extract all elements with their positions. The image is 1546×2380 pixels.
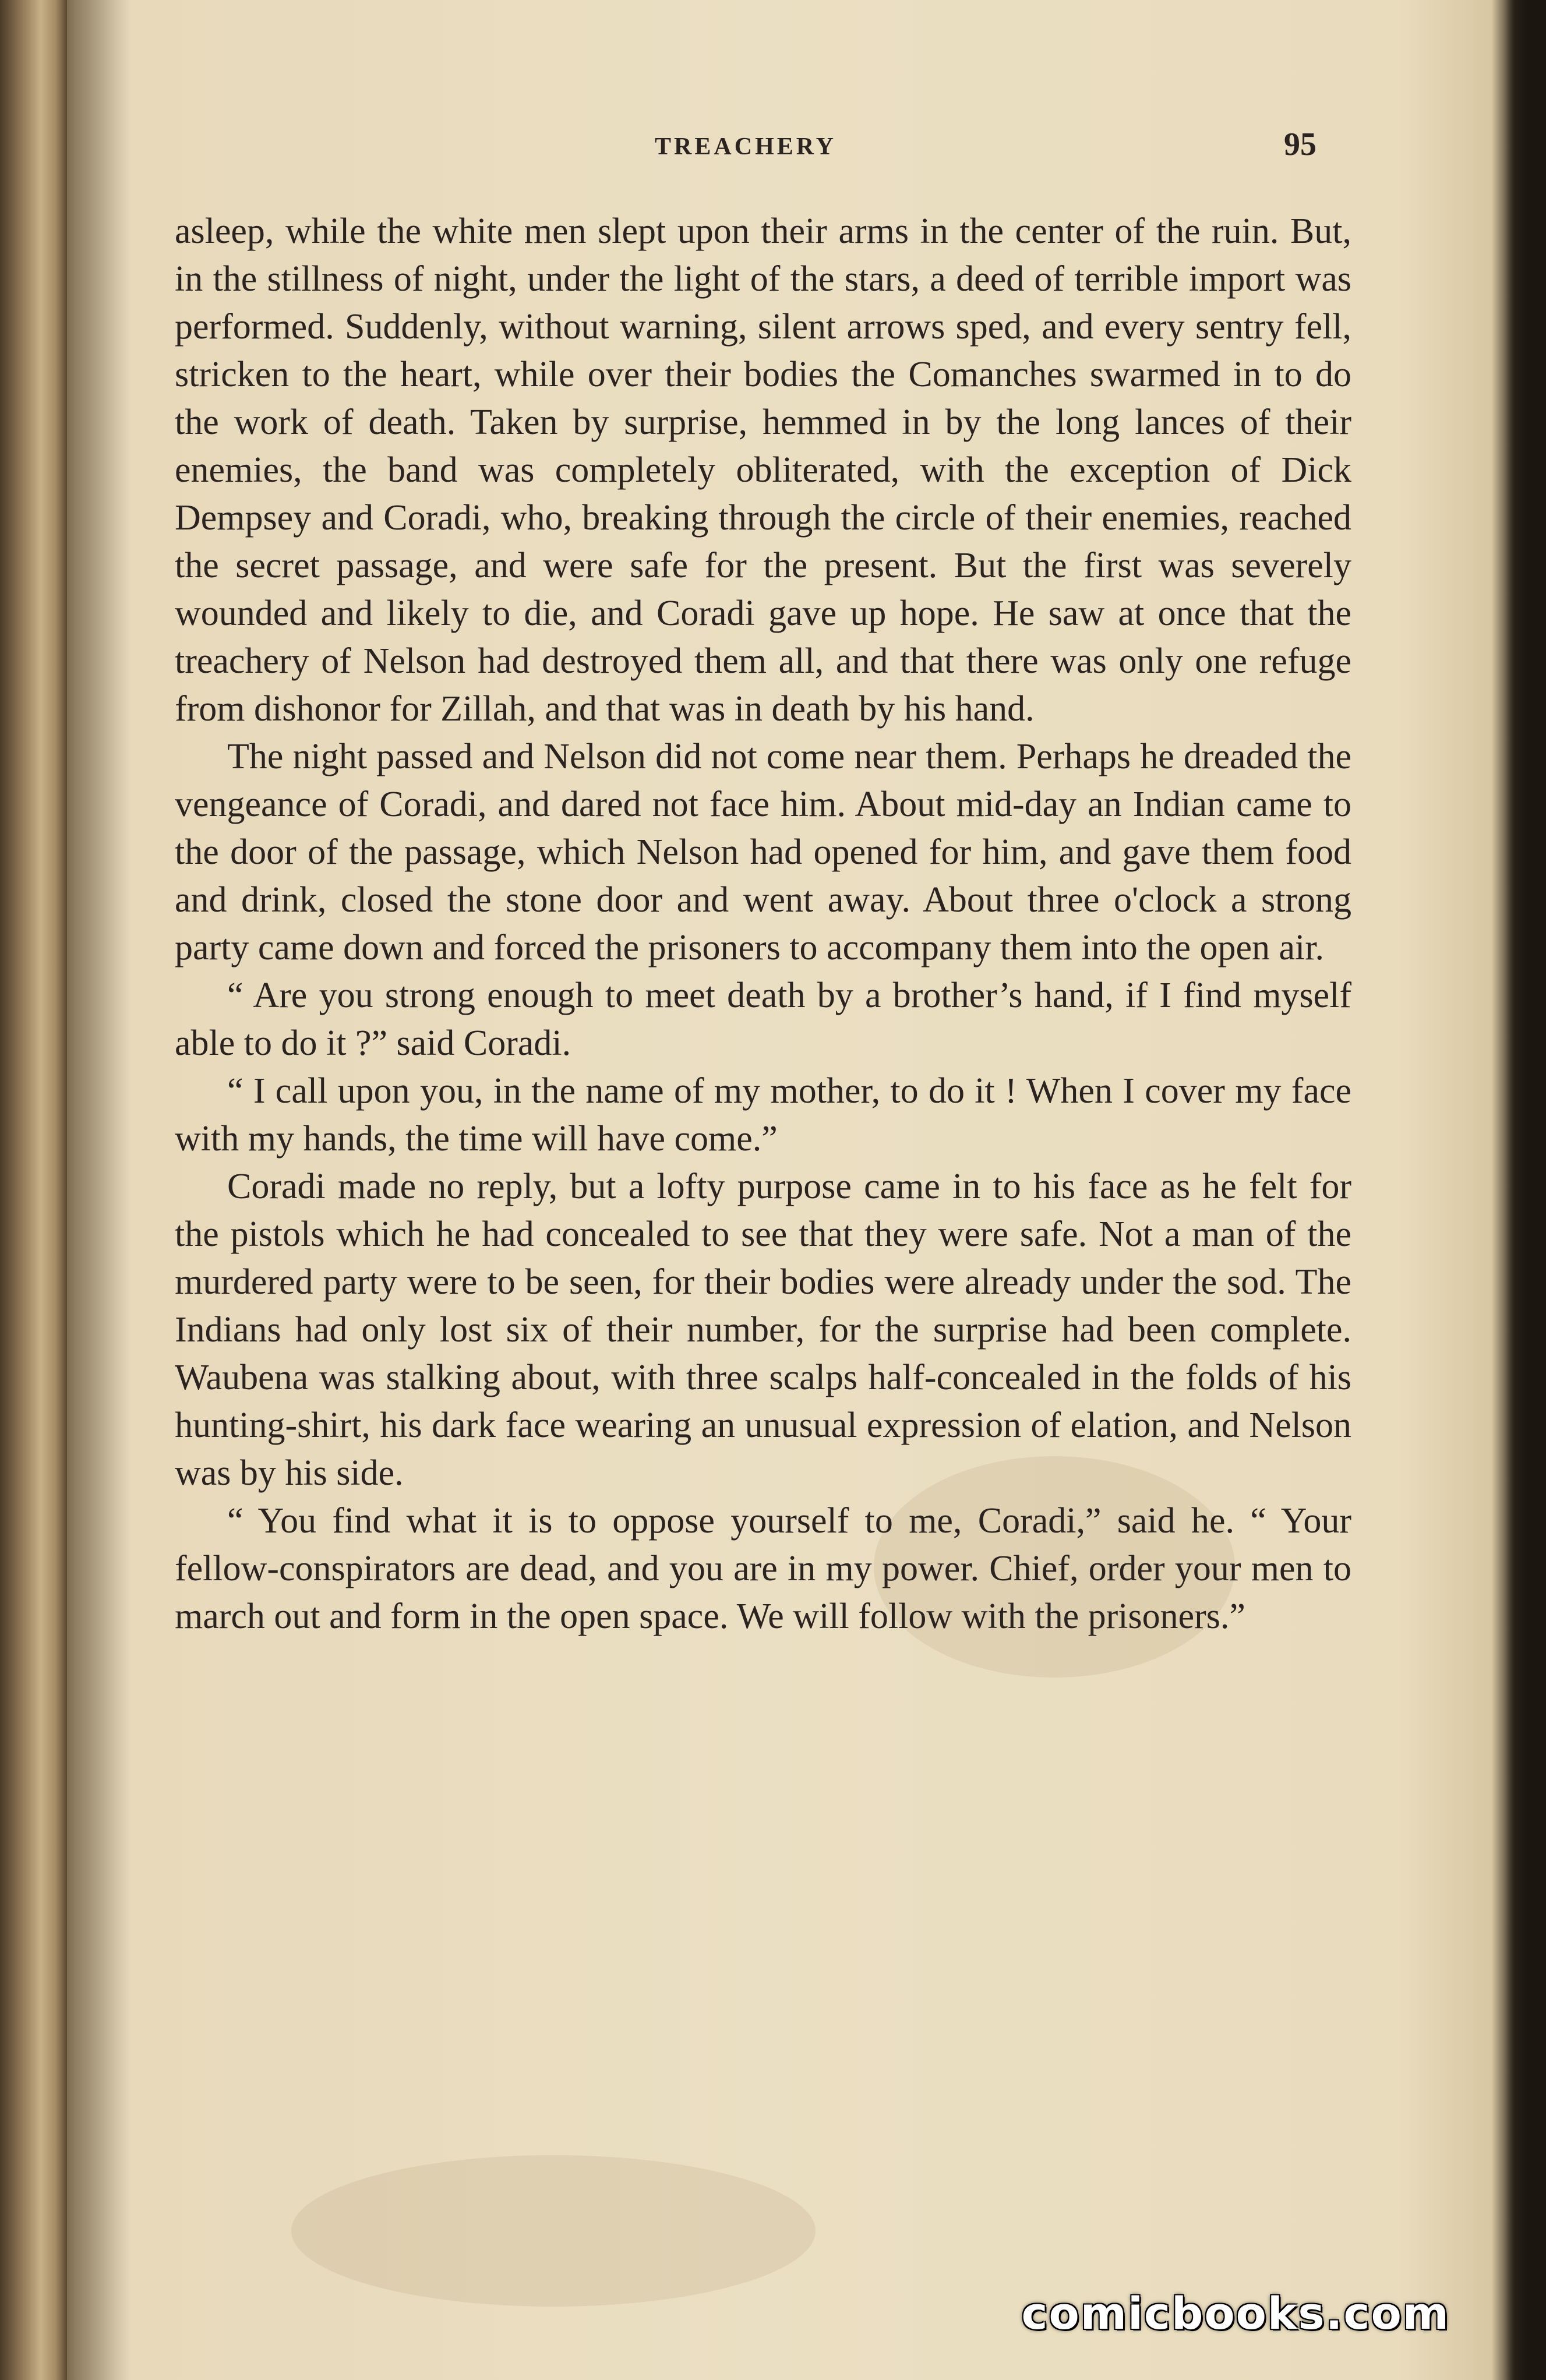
facing-page-edge	[0, 0, 67, 2380]
page-number: 95	[1284, 126, 1316, 163]
running-head	[175, 116, 1351, 186]
watermark: comicbooks.com	[1021, 2287, 1450, 2339]
chapter-title: TREACHERY	[655, 133, 836, 160]
page-right-edge	[1505, 0, 1546, 2380]
paragraph-6: “ You find what it is to oppose yourself to me, Coradi,” said he. “ Your fellow-conspirators are dead, and you are in my power. Chief, order your men to march out and form in the open space. We will follow with the prisoners.”	[175, 1501, 1351, 1636]
body-text	[175, 207, 1351, 1640]
paragraph-2: The night passed and Nelson did not come near them. Perhaps he dreaded the vengeance of Coradi, and dared not face him. About mid-day an Indian came to the door of the passage, which Nelson had opened for him, and gave them food and drink, closed the stone door and went away. About three o'clock a strong party came down and forced the prisoners to accompany them into the open air.	[175, 737, 1351, 967]
paragraph-3: “ Are you strong enough to meet death by a brother’s hand, if I find myself able to do it ?” said Coradi.	[175, 976, 1351, 1063]
paragraph-5: Coradi made no reply, but a lofty purpose came in to his face as he felt for the pistols which he had concealed to see that they were safe. Not a man of the murdered party were to be seen, for their bodies were already under the sod. The Indians had only lost six of their number, for the surprise had been complete. Waubena was stalking about, with three scalps half-concealed in the folds of his hunting-shirt, his dark face wearing an unusual expression of elation, and Nelson was by his side.	[175, 1167, 1351, 1493]
book-page	[175, 116, 1351, 1640]
gutter-shadow	[67, 0, 131, 2380]
paragraph-4: “ I call upon you, in the name of my mother, to do it ! When I cover my face with my hands, the time will have come.”	[175, 1071, 1351, 1159]
paper-stain	[291, 2155, 816, 2307]
paragraph-1: asleep, while the white men slept upon their arms in the center of the ruin. But, in the stillness of night, under the light of the stars, a deed of terrible import was performed. Suddenly, without warning, silent arrows sped, and every sentry fell, stricken to the heart, while over their bodies the Comanches swarmed in to do the work of death. Taken by surprise, hemmed in by the long lances of their enemies, the band was completely obliterated, with the exception of Dick Dempsey and Coradi, who, breaking through the circle of their enemies, reached the secret passage, and were safe for the present. But the first was severely wounded and likely to die, and Coradi gave up hope. He saw at once that the treachery of Nelson had destroyed them all, and that there was only one refuge from dishonor for Zillah, and that was in death by his hand.	[175, 211, 1351, 729]
